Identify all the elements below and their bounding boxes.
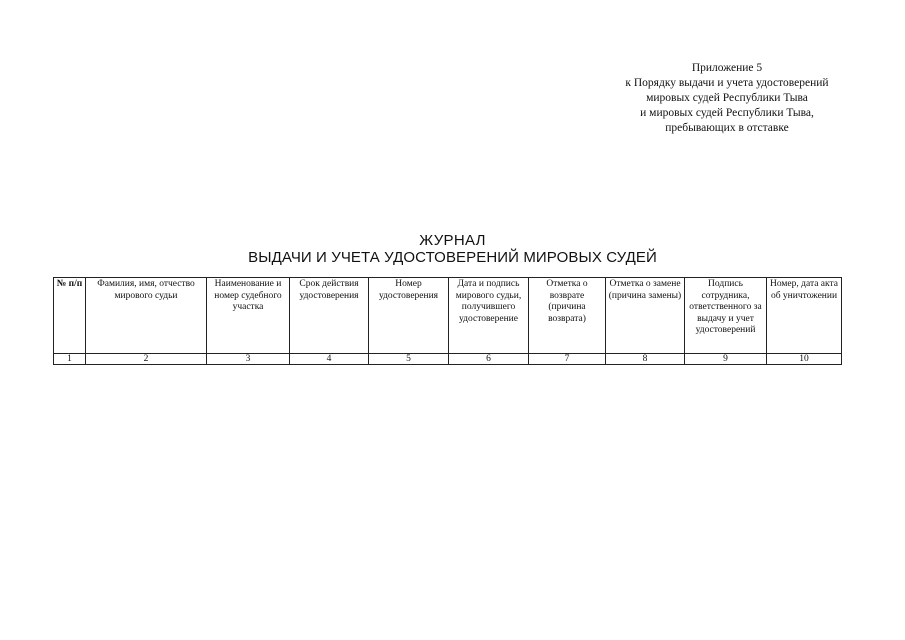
appendix-line-5: пребывающих в отставке (665, 122, 789, 134)
column-number-cell: 10 (767, 354, 842, 365)
column-number-cell: 6 (449, 354, 529, 365)
column-number-cell: 1 (54, 354, 86, 365)
header-cell-replacement-mark: Отметка о замене (причина замены) (606, 278, 685, 354)
appendix-line-2: к Порядку выдачи и учета удостоверений (625, 77, 829, 89)
header-cell-return-mark: Отметка о возврате (причина возврата) (529, 278, 606, 354)
appendix-block (587, 61, 867, 136)
header-cell-staff-signature: Подпись сотрудника, ответственного за выдачу и учет удостоверений (685, 278, 767, 354)
appendix-line-4: и мировых судей Республики Тыва, (640, 107, 814, 119)
appendix-line-1: Приложение 5 (691, 62, 763, 74)
header-cell-number: № п/п (54, 278, 86, 354)
column-number-cell: 9 (685, 354, 767, 365)
journal-title: ЖУРНАЛ (419, 232, 486, 249)
column-number-cell: 8 (606, 354, 685, 365)
header-cell-court-section: Наименование и номер судебного участка (207, 278, 290, 354)
header-cell-date-signature: Дата и подпись мирового судьи, получившего удостоверение (449, 278, 529, 354)
column-number-cell: 7 (529, 354, 606, 365)
column-number-row (54, 354, 842, 365)
header-cell-validity: Срок действия удостоверения (290, 278, 369, 354)
appendix-line-3: мировых судей Республики Тыва (646, 92, 808, 104)
header-cell-certificate-number: Номер удостоверения (369, 278, 449, 354)
header-row (54, 278, 842, 354)
header-cell-name: Фамилия, имя, отчество мирового судьи (86, 278, 207, 354)
column-number-cell: 5 (369, 354, 449, 365)
column-number-cell: 4 (290, 354, 369, 365)
journal-subtitle: ВЫДАЧИ И УЧЕТА УДОСТОВЕРЕНИЙ МИРОВЫХ СУДЕЙ (248, 249, 657, 266)
column-number-cell: 3 (207, 354, 290, 365)
column-number-cell: 2 (86, 354, 207, 365)
header-cell-destruction-act: Номер, дата акта об уничтожении (767, 278, 842, 354)
journal-table (53, 277, 842, 365)
